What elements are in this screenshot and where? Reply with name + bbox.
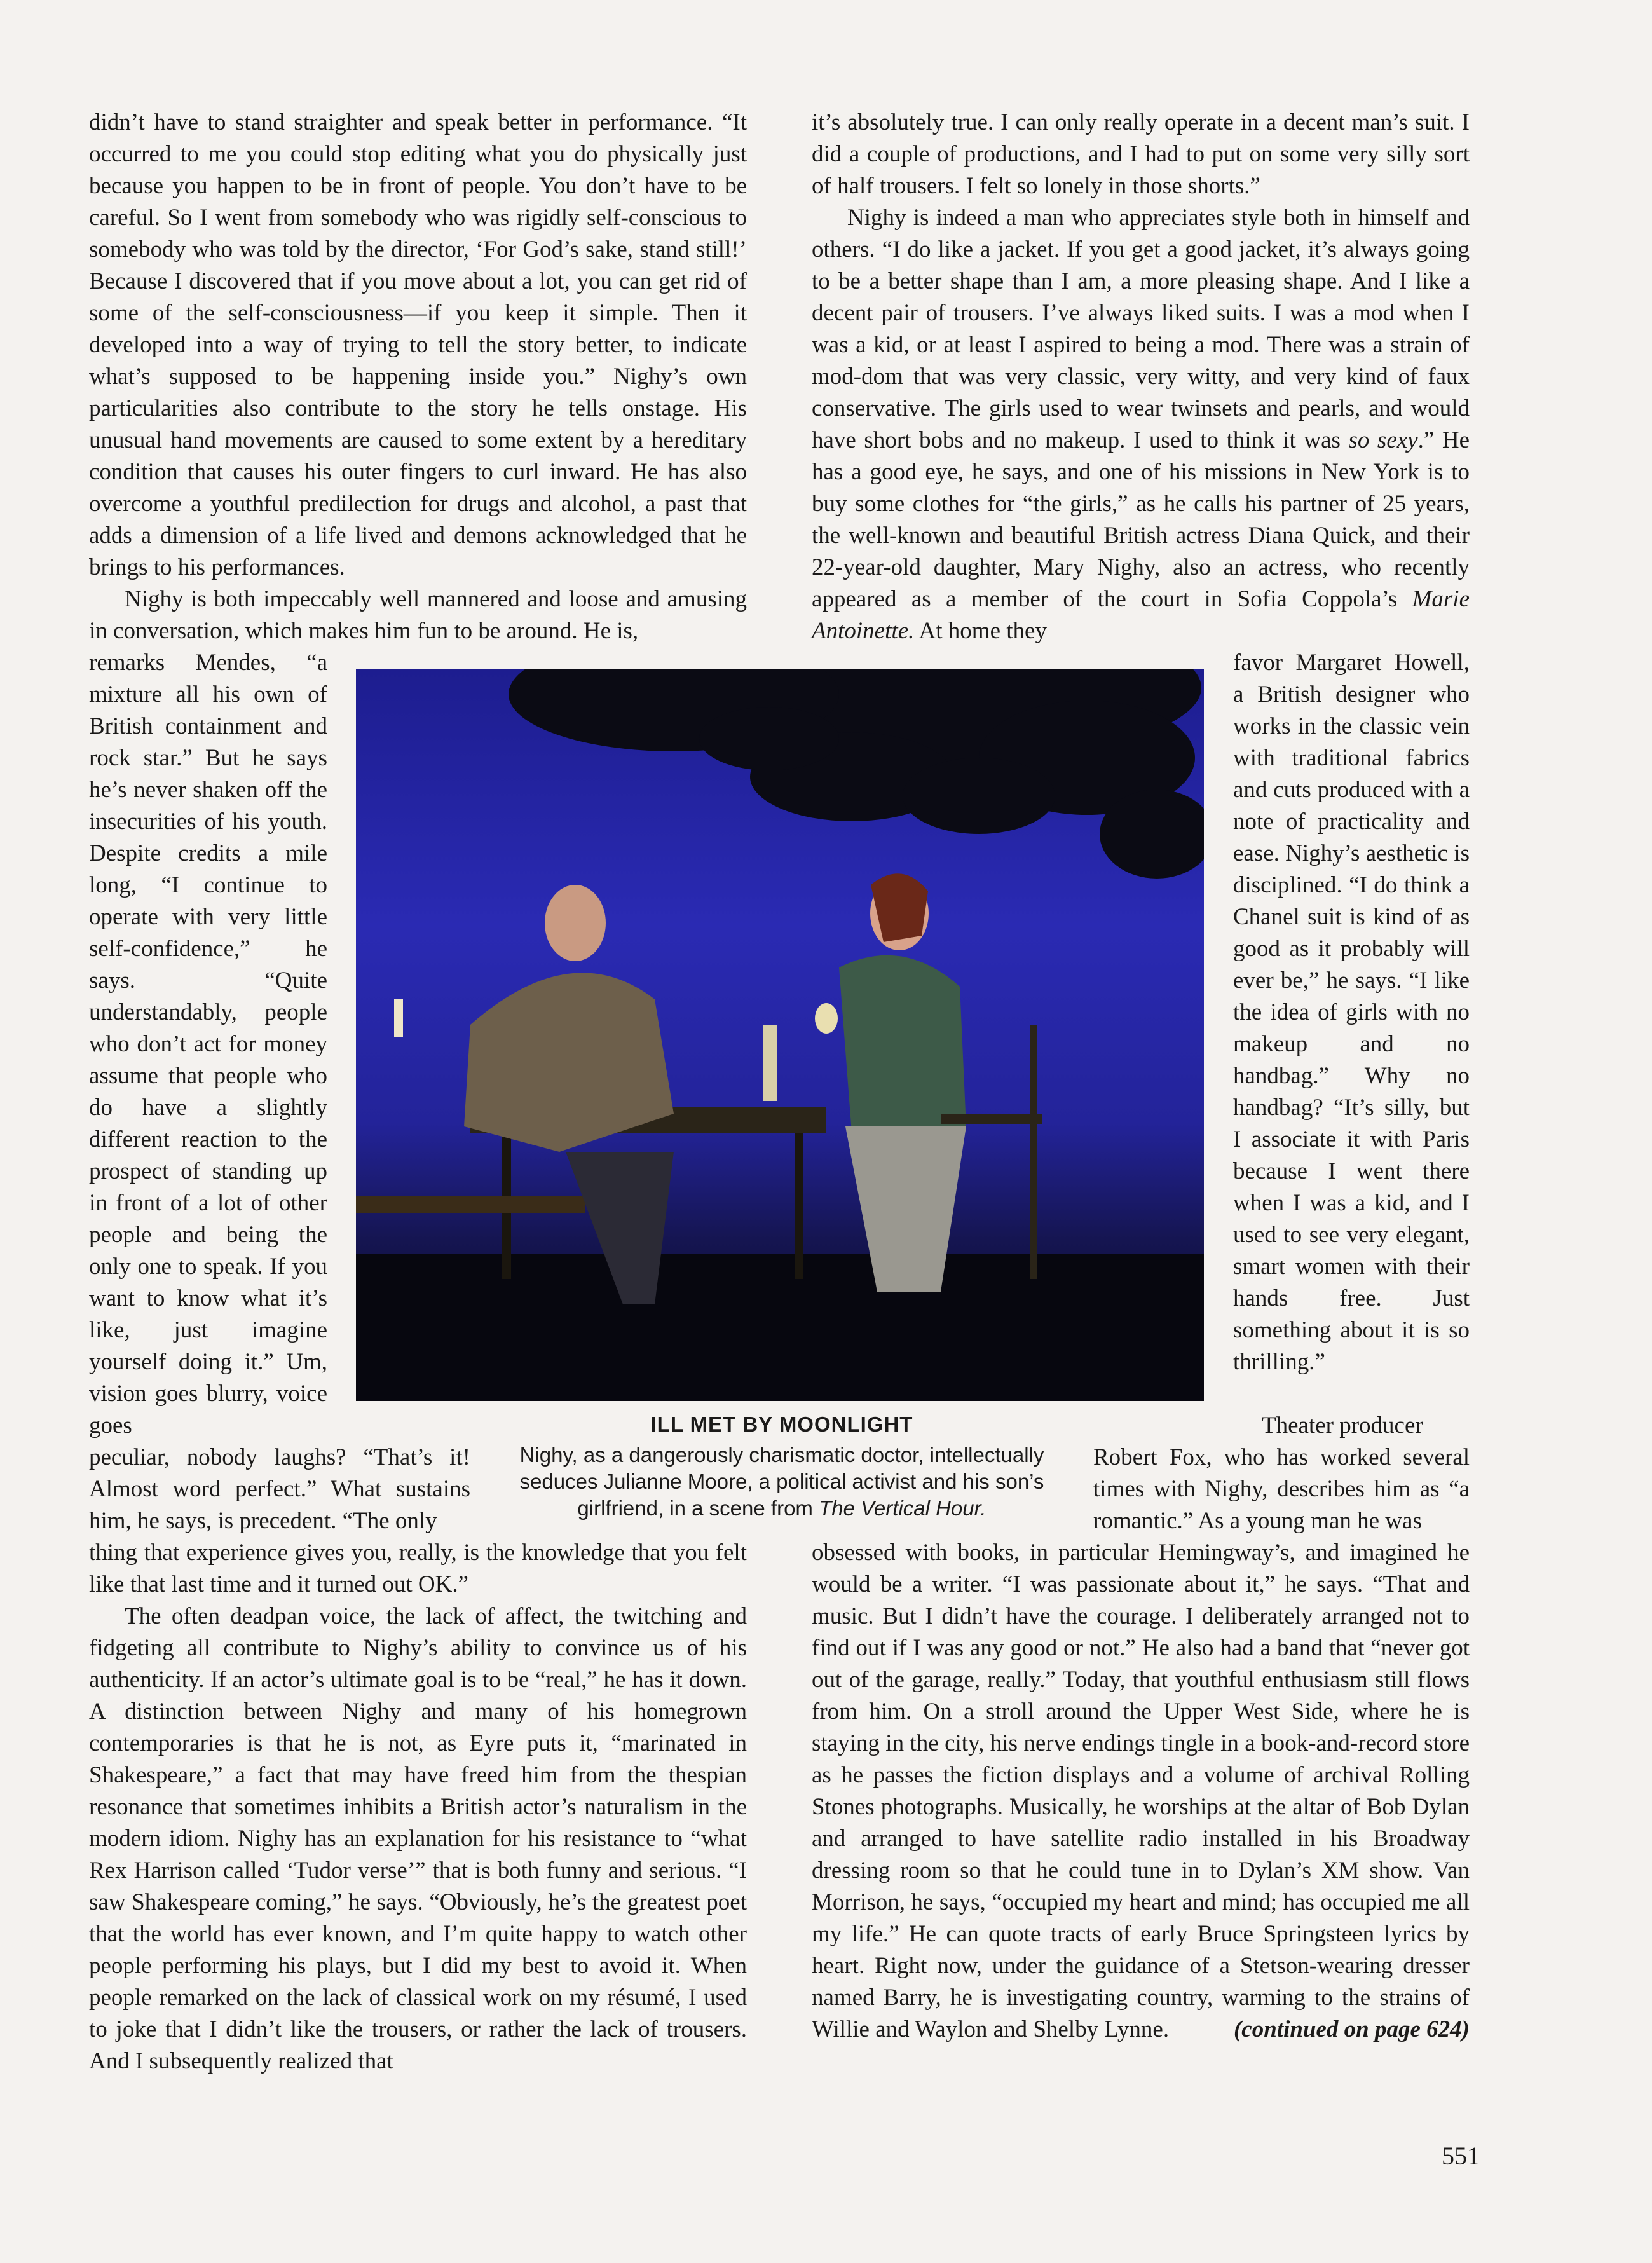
photo-caption [496,1442,1068,1522]
man-head [545,885,606,961]
left-column-bottom [89,1537,747,2077]
table-leg [795,1133,803,1279]
caption-headline: ILL MET BY MOONLIGHT [650,1412,913,1436]
text-run: At home they [918,618,1047,644]
left-column-beside-caption [89,1442,470,1537]
stage-floor [356,1254,1204,1401]
woman-sweater [839,955,966,1133]
paragraph: thing that experience gives you, really, is the knowledge that you felt like that last time and it turned out OK.” [89,1540,747,1597]
paragraph: peculiar, nobody laughs? “That’s it! Almost word perfect.” What sustains him, he says, is precedent. “The only [89,1444,470,1534]
paragraph: favor Margaret Howell, a British designer who works in the classic vein with traditional fabrics and cuts produced with a note of practicality and ease. Nighy’s aesthetic is disciplined. “I do think a Chanel suit is kind of as good as it probably will ever be,” he says. “I like the idea of girls with no makeup and no handbag.” Why no handbag? “It’s silly, but I associate it with Paris because I went there when I was a kid, and I used to see very elegant, smart women with their hands free. Just something about it is so thrilling.” [1233,650,1470,1375]
page-number: 551 [1442,2142,1480,2170]
paragraph: Robert Fox, who has worked several times with Nighy, describes him as “a romantic.” As a young man he was [1093,1444,1470,1534]
bench [356,1196,585,1213]
left-column-top [89,107,747,647]
right-column-wrap [1233,647,1470,1378]
left-column-wrap [89,647,327,1442]
text-run: .” He has a good eye, he says, and one of his missions in New York is to buy some clothes for “the girls,” as he calls his partner of 25 years, the well-known and beautiful British actress Diana Quick, and their 22-year-old daughter, Mary Nighy, also an actress, who recently appeared as a member of the court in Sofia Coppola’s [812,427,1470,612]
wine-bottle [763,1025,777,1101]
right-column-top [812,107,1470,647]
stage-photo [356,669,1204,1401]
paragraph [812,1537,1470,2046]
chair [941,1114,1042,1124]
right-column-theater-line [1262,1410,1470,1442]
chair-back [1030,1025,1037,1279]
text-run: Nighy is indeed a man who appreciates style both in himself and others. “I do like a jacket. If you get a good jacket, it’s always going to be a better shape than I am, a more pleasing shape. And I like a decent pair of trousers. I’ve always liked suits. I was a mod when I was a kid, or at least I aspired to being a mod. There was a strain of mod-dom that was very classic, very witty, and very kind of faux conservative. The girls used to wear twinsets and pearls, and would have short bobs and no makeup. I used to think it was [812,205,1470,453]
paragraph: remarks Mendes, “a mixture all his own of British containment and rock star.” But he says he’s never shaken off the insecurities of his youth. Despite credits a mile long, “I continue to operate with very little self-confidence,” he says. “Quite understandably, people who don’t act for money assume that people who do have a slightly different reaction to the prospect of standing up in front of a lot of other people and being the only one to speak. If you want to know what it’s like, just imagine yourself doing it.” Um, vision goes blurry, voice goes [89,650,327,1439]
paragraph: Theater producer [1262,1412,1423,1439]
stage-photo-illustration [356,669,1204,1401]
paragraph: The often deadpan voice, the lack of affect, the twitching and fidgeting all contribute to Nighy’s ability to convince us of his authenticity. If an actor’s ultimate goal is to be “real,” he has it down. A distinction between Nighy and many of his homegrown contemporaries is that he is not, as Eyre puts it, “marinated in Shakespeare,” a fact that may have freed him from the thespian resonance that sometimes inhibits a British actor’s naturalism in the modern idiom. Nighy has an explanation for his resistance to “what Rex Harrison called ‘Tudor verse’” that is both funny and serious. “I saw Shakespeare coming,” he says. “Obviously, he’s the greatest poet that the world has ever known, and I’m quite happy to watch other people performing his plays, but I did my best to avoid it. When people remarked on the lack of classical work on my résumé, I used to joke that I didn’t like the trousers, or rather the lack of trousers. And I subsequently realized that [89,1603,747,2074]
paragraph: it’s absolutely true. I can only really operate in a decent man’s suit. I did a couple of productions, and I had to put on some very silly sort of half trousers. I felt so lonely in those shorts.” [812,109,1470,199]
text-run: obsessed with books, in particular Hemingway’s, and imagined he would be a writer. “I was passionate about it,” he says. “That and music. But I didn’t have the courage. I deliberately arranged not to find out if I was any good or not.” He also had a band that “never got out of the garage, really.” Today, that youthful enthusiasm still flows from him. On a stroll around the Upper West Side, where he is staying in the city, his nerve endings tingle in a book-and-record store as he passes the fiction displays and a volume of archival Rolling Stones photographs. Musically, he worships at the altar of Bob Dylan and arranged to have satellite radio installed in his Broadway dressing room so that he could tune in to Dylan’s XM show. Van Morrison, he says, “occupied my heart and mind; has occupied me all my life.” He can quote tracts of early Bruce Springsteen lyrics by heart. Right now, under the guidance of a Stetson-wearing dresser named Barry, he is investigating country, warming to the strains of Willie and Waylon and Shelby Lynne. [812,1540,1470,2042]
paragraph: didn’t have to stand straighter and speak better in performance. “It occurred to me you could stop editing what you do physically just because you happen to be in front of people. You don’t have to be careful. So I went from somebody who was rigidly self-conscious to somebody who was told by the director, ‘For God’s sake, stand still!’ Because I discovered that if you move about a lot, you can get rid of some of the self-consciousness—if you keep it simple. Then it developed into a way of trying to tell the story better, to indicate what’s supposed to be happening inside you.” Nighy’s own particularities also contribute to the story he tells onstage. His unusual hand movements are caused to some extent by a hereditary condition that causes his outer fingers to curl inward. He has also overcome a youthful predilection for drugs and alcohol, a past that adds a dimension of a life lived and demons acknowledged that he brings to his performances. [89,109,747,580]
tree-foliage [509,669,1204,879]
right-column-beside-caption [1093,1442,1470,1537]
caption-text: Nighy, as a dangerously charismatic doctor, intellectually seduces Julianne Moore, a political activist and his son’s girlfriend, in a scene from [519,1443,1044,1520]
emphasis: so sexy [1348,427,1418,453]
caption-title: The Vertical Hour. [819,1496,986,1520]
paragraph [812,202,1470,647]
right-column-bottom [812,1537,1470,2046]
candle [394,999,403,1037]
wine-glass [815,1003,838,1034]
film-title: Marie Antoinette. [812,586,1470,644]
continued-note: (continued on page 624) [1233,2016,1470,2042]
paragraph: Nighy is both impeccably well mannered and loose and amusing in conversation, which makes him fun to be around. He is, [89,586,747,644]
